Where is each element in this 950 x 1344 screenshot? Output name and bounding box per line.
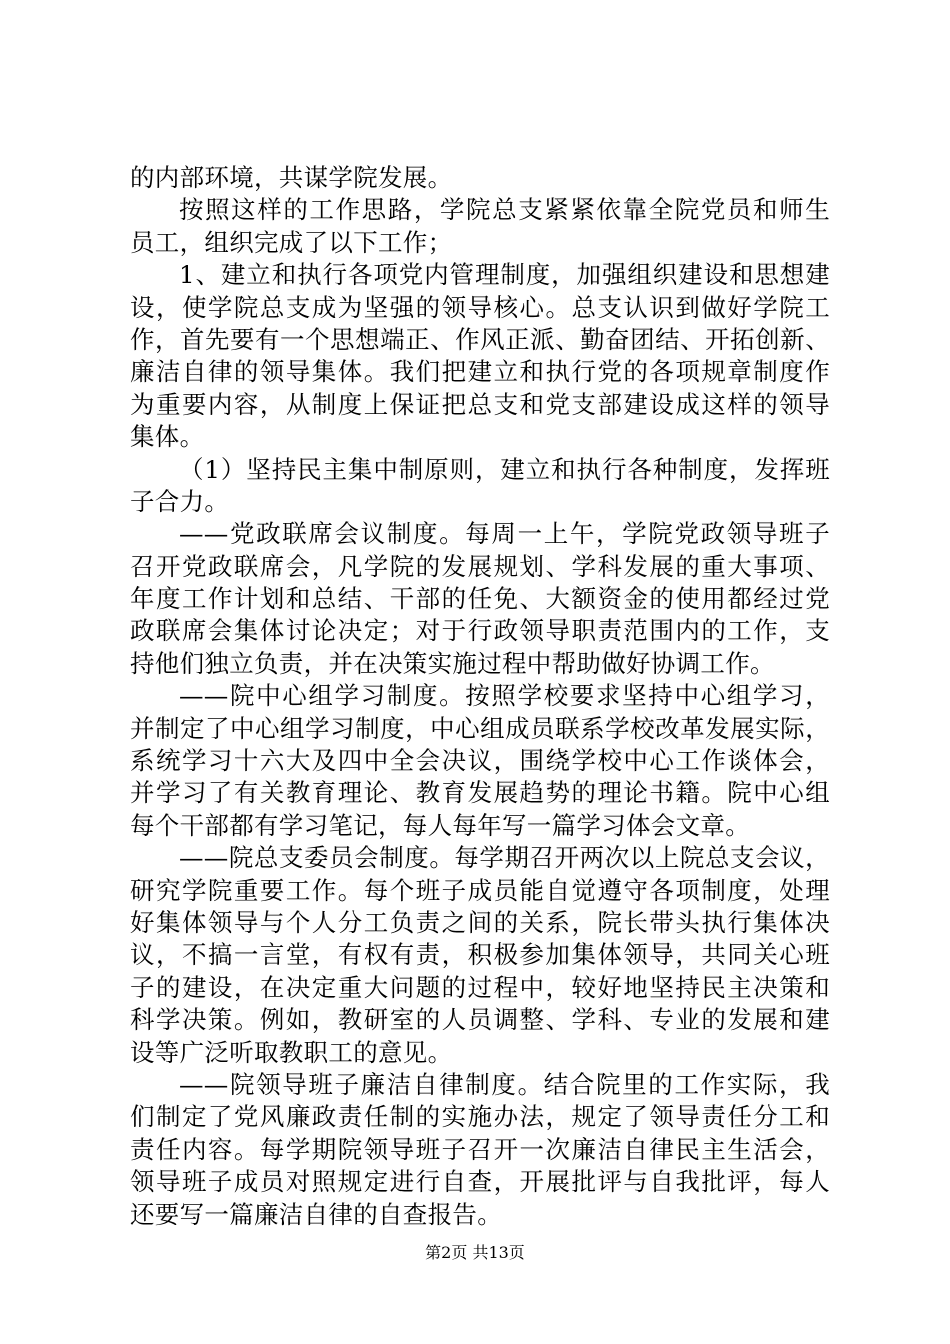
text-line: 设，使学院总支成为坚强的领导核心。总支认识到做好学院工 bbox=[130, 292, 830, 322]
text-line: 集体。 bbox=[130, 422, 205, 452]
text-line: 领导班子成员对照规定进行自查，开展批评与自我批评，每人 bbox=[130, 1167, 830, 1197]
text-line: 员工，组织完成了以下工作； bbox=[130, 227, 453, 257]
text-line: 设等广泛听取教职工的意见。 bbox=[130, 1037, 453, 1067]
text-line: 召开党政联席会，凡学院的发展规划、学科发展的重大事项、 bbox=[130, 551, 830, 581]
text-line: 好集体领导与个人分工负责之间的关系，院长带头执行集体决 bbox=[130, 907, 830, 937]
text-line: 的内部环境，共谋学院发展。 bbox=[130, 163, 453, 192]
text-line: 持他们独立负责，并在决策实施过程中帮助做好协调工作。 bbox=[130, 648, 775, 678]
text-line: ——院领导班子廉洁自律制度。结合院里的工作实际，我 bbox=[179, 1069, 830, 1099]
text-line: 子的建设，在决定重大问题的过程中，较好地坚持民主决策和 bbox=[130, 972, 830, 1002]
text-line: 每个干部都有学习笔记，每人每年写一篇学习体会文章。 bbox=[130, 810, 750, 840]
text-line: 们制定了党风廉政责任制的实施办法，规定了领导责任分工和 bbox=[130, 1102, 830, 1132]
text-line: 还要写一篇廉洁自律的自查报告。 bbox=[130, 1199, 502, 1229]
document-body bbox=[130, 162, 830, 1231]
text-line: 作，首先要有一个思想端正、作风正派、勤奋团结、开拓创新、 bbox=[130, 324, 830, 354]
page-footer: 第2页 共13页 bbox=[425, 1243, 525, 1262]
text-line: 按照这样的工作思路，学院总支紧紧依靠全院党员和师生 bbox=[179, 195, 830, 225]
text-line: 并制定了中心组学习制度，中心组成员联系学校改革发展实际， bbox=[130, 713, 830, 743]
text-line: 1、建立和执行各项党内管理制度，加强组织建设和思想建 bbox=[179, 260, 830, 290]
text-line: 廉洁自律的领导集体。我们把建立和执行党的各项规章制度作 bbox=[130, 357, 830, 387]
text-line: 系统学习十六大及四中全会决议，围绕学校中心工作谈体会， bbox=[130, 746, 830, 776]
text-line: ——院总支委员会制度。每学期召开两次以上院总支会议， bbox=[179, 843, 830, 873]
text-line: ——院中心组学习制度。按照学校要求坚持中心组学习， bbox=[179, 681, 830, 711]
text-line: 责任内容。每学期院领导班子召开一次廉洁自律民主生活会， bbox=[130, 1134, 830, 1164]
text-line: ——党政联席会议制度。每周一上午，学院党政领导班子 bbox=[179, 519, 830, 549]
text-line: 议，不搞一言堂，有权有责，积极参加集体领导，共同关心班 bbox=[130, 940, 830, 970]
text-line: 研究学院重要工作。每个班子成员能自觉遵守各项制度，处理 bbox=[130, 875, 830, 905]
text-line: 并学习了有关教育理论、教育发展趋势的理论书籍。院中心组 bbox=[130, 778, 830, 808]
text-line: 为重要内容，从制度上保证把总支和党支部建设成这样的领导 bbox=[130, 389, 830, 419]
text-line: 年度工作计划和总结、干部的任免、大额资金的使用都经过党 bbox=[130, 584, 830, 614]
text-line: （1）坚持民主集中制原则，建立和执行各种制度，发挥班 bbox=[179, 454, 830, 484]
text-line: 子合力。 bbox=[130, 486, 230, 516]
text-line: 政联席会集体讨论决定；对于行政领导职责范围内的工作，支 bbox=[130, 616, 830, 646]
text-line: 科学决策。例如，教研室的人员调整、学科、专业的发展和建 bbox=[130, 1005, 830, 1035]
